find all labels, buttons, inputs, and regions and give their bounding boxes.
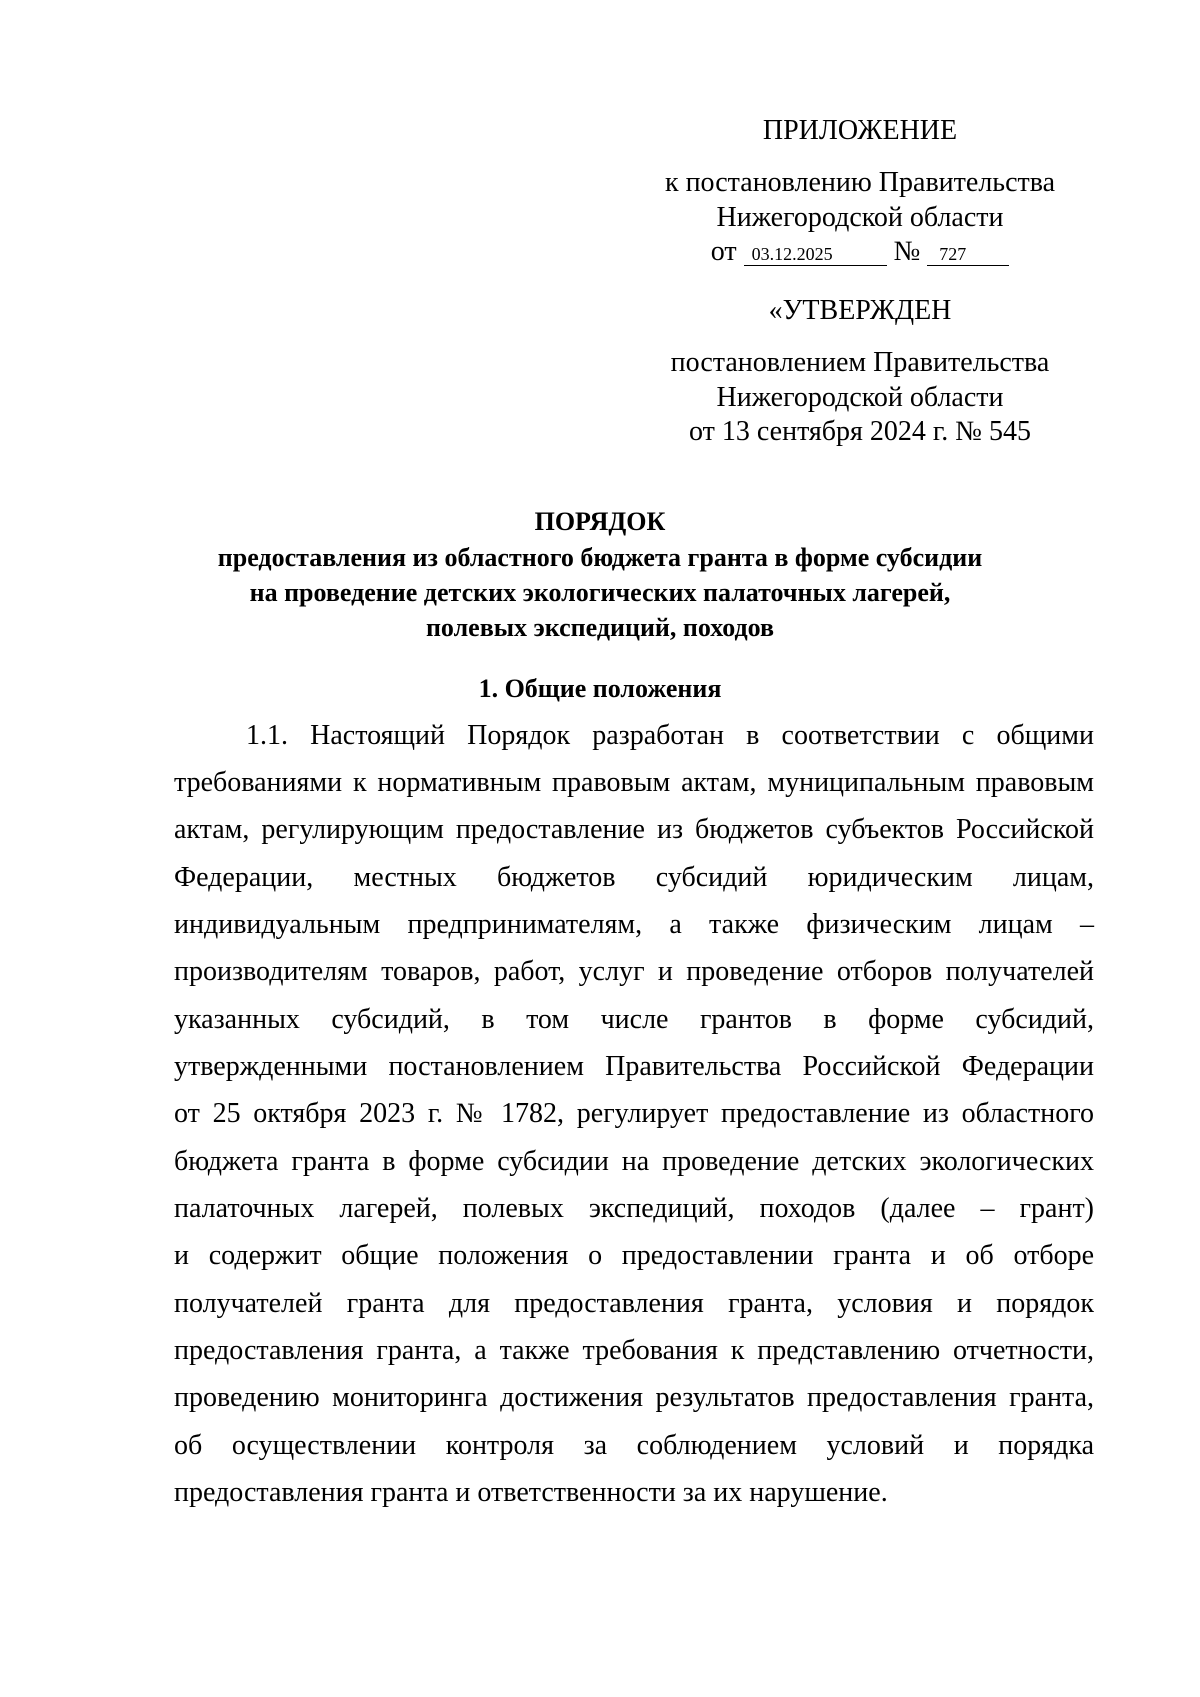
paragraph-line: бюджета гранта в форме субсидии на проведение детских экологических [174,1146,1094,1177]
section-heading: 1. Общие положения [478,674,722,703]
appendix-date-value: 03.12.2025 [744,243,887,266]
document-subtitle-line: полевых экспедиций, походов [425,613,775,642]
paragraph-line: от 25 октября 2023 г. № 1782, регулирует предоставление из областного [174,1098,1094,1129]
document-subtitle-line: предоставления из областного бюджета гранта в форме субсидии [217,543,983,572]
appendix-number-sign: № [893,236,921,267]
paragraph-line: 1.1. Настоящий Порядок разработан в соответствии с общими [246,720,1094,751]
paragraph-line: получателей гранта для предоставления гранта, условия и порядок [174,1288,1094,1319]
paragraph-line: указанных субсидий, в том числе грантов в форме субсидий, [174,1004,1094,1035]
approved-title: «УТВЕРЖДЕН [768,295,952,326]
appendix-number-value: 727 [927,243,1009,266]
paragraph-line: требованиями к нормативным правовым актам, муниципальным правовым [174,767,1094,798]
paragraph-line: Федерации, местных бюджетов субсидий юридическим лицам, [174,862,1094,893]
document-title: ПОРЯДОК [534,507,666,536]
approved-date-line: от 13 сентября 2024 г. № 545 [689,416,1031,447]
paragraph-line: и содержит общие положения о предоставлении гранта и об отборе [174,1240,1094,1271]
appendix-decree-reference: к постановлению Правительства [664,167,1056,198]
paragraph-line: предоставления гранта, а также требования к представлению отчетности, [174,1335,1094,1366]
approved-region: Нижегородской области [716,382,1004,413]
paragraph-line: палаточных лагерей, полевых экспедиций, походов (далее – грант) [174,1193,1094,1224]
appendix-title: ПРИЛОЖЕНИЕ [762,115,958,146]
appendix-region: Нижегородской области [716,202,1004,233]
appendix-from-label: от [710,236,737,267]
paragraph-line: утвержденными постановлением Правительства Российской Федерации [174,1051,1094,1082]
paragraph-line: актам, регулирующим предоставление из бюджетов субъектов Российской [174,814,1094,845]
paragraph-line: предоставления гранта и ответственности за их нарушение. [174,1477,888,1508]
document-subtitle-line: на проведение детских экологических палаточных лагерей, [249,578,951,607]
approved-decree: постановлением Правительства [670,347,1050,378]
paragraph-line: об осуществлении контроля за соблюдением условий и порядка [174,1430,1094,1461]
paragraph-line: проведению мониторинга достижения результатов предоставления гранта, [174,1382,1094,1413]
appendix-date-number-line [640,234,1080,270]
paragraph-line: производителям товаров, работ, услуг и проведение отборов получателей [174,956,1094,987]
paragraph-line: индивидуальным предпринимателям, а также физическим лицам – [174,909,1094,940]
